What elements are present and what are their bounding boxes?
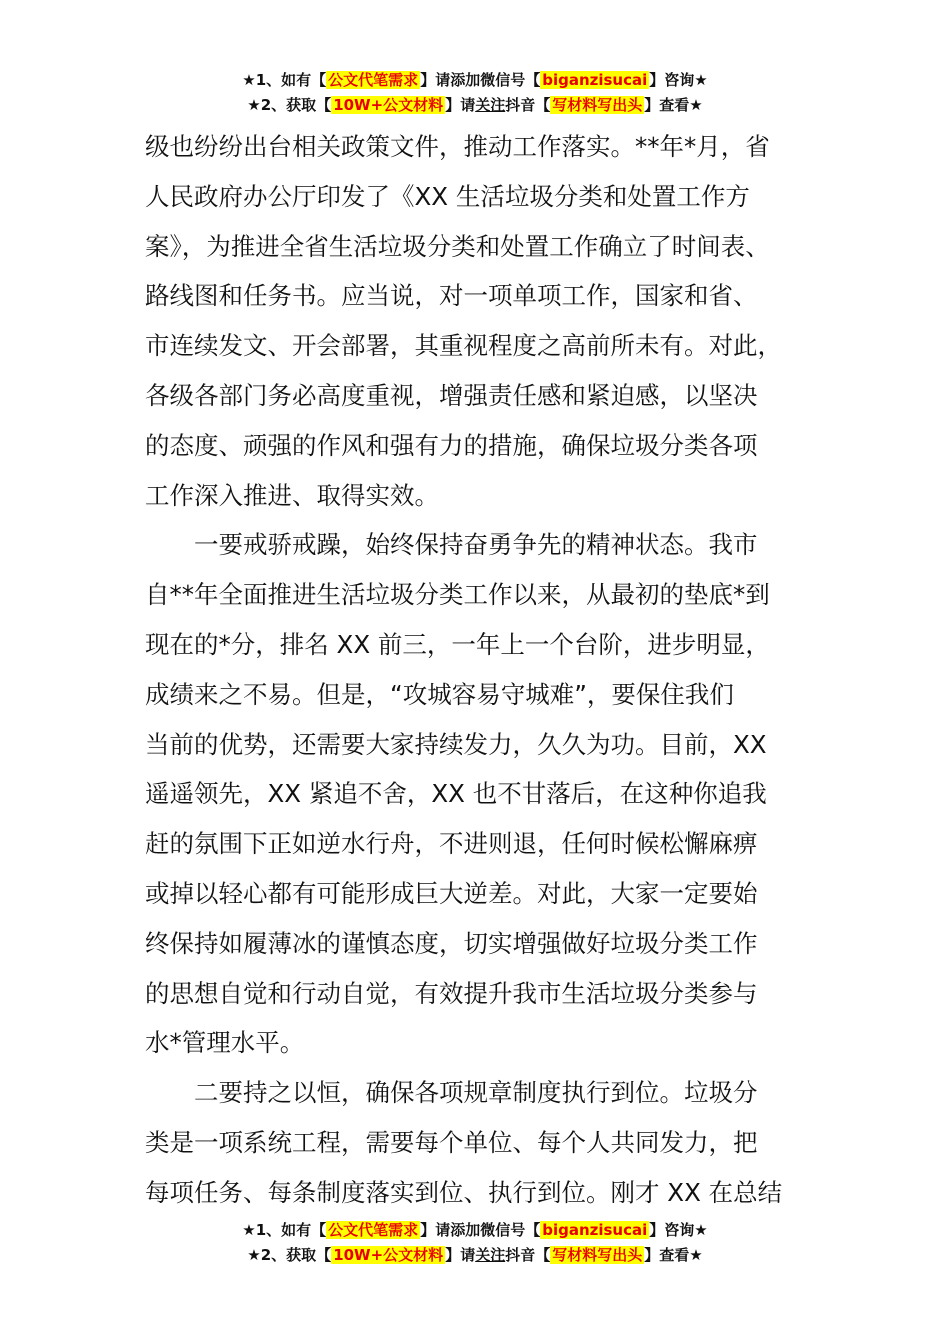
body-line: 路线图和任务书。应当说，对一项单项工作，国家和省、: [145, 281, 758, 311]
banner-underlined-text: 关注: [475, 1246, 506, 1264]
banner-highlight-service: 公文代笔需求: [328, 71, 419, 89]
body-line: 成绩来之不易。但是，“攻城容易守城难”，要保住我们: [145, 679, 734, 709]
body-line: 每项任务、每条制度落实到位、执行到位。刚才 XX 在总结: [145, 1177, 783, 1207]
body-line: 水*管理水平。: [145, 1028, 305, 1058]
body-line: 各级各部门务必高度重视，增强责任感和紧迫感，以坚决: [145, 380, 758, 410]
banner-text: 抖音【: [505, 96, 551, 114]
banner-text: 】咨询★: [649, 71, 708, 89]
banner-text: ★1、如有【: [242, 71, 327, 89]
banner-line-2: [0, 93, 950, 118]
body-line: 的思想自觉和行动自觉，有效提升我市生活垃圾分类参与: [145, 978, 758, 1008]
banner-highlight-materials: 10W+公文材料: [333, 96, 444, 114]
body-line: 案》，为推进全省生活垃圾分类和处置工作确立了时间表、: [145, 231, 770, 261]
banner-highlight-douyin: 写材料写出头: [552, 1246, 643, 1264]
body-line: 级也纷纷出台相关政策文件，推动工作落实。**年*月，省: [145, 132, 770, 161]
body-line: 的态度、顽强的作风和强有力的措施，确保垃圾分类各项: [145, 430, 758, 460]
banner-line-1: [0, 1218, 950, 1243]
banner-text: 】咨询★: [649, 1221, 708, 1239]
body-line: 现在的*分，排名 XX 前三，一年上一个台阶，进步明显，: [145, 629, 770, 659]
body-line: 遥遥领先，XX 紧追不舍，XX 也不甘落后，在这种你追我: [145, 779, 767, 809]
body-line: 工作深入推进、取得实效。: [145, 480, 439, 510]
banner-line-2: [0, 1243, 950, 1268]
banner-text: 】查看★: [644, 1246, 703, 1264]
banner-text: 】请添加微信号【: [420, 71, 541, 89]
banner-underlined-text: 关注: [475, 96, 506, 114]
banner-highlight-materials: 10W+公文材料: [333, 1246, 444, 1264]
banner-text: 】请添加微信号【: [420, 1221, 541, 1239]
header-banner: [0, 68, 950, 118]
body-line: 当前的优势，还需要大家持续发力，久久为功。目前，XX: [145, 729, 767, 759]
body-line: 人民政府办公厅印发了《XX 生活垃圾分类和处置工作方: [145, 181, 750, 211]
banner-text: 抖音【: [505, 1246, 551, 1264]
body-line: 自**年全面推进生活垃圾分类工作以来，从最初的垫底*到: [145, 580, 770, 610]
body-line: 市连续发文、开会部署，其重视程度之高前所未有。对此，: [145, 331, 782, 361]
banner-text: 】请: [445, 96, 476, 114]
banner-highlight-wechat-id: biganzisucai: [542, 71, 648, 89]
banner-text: ★1、如有【: [242, 1221, 327, 1239]
document-body: [145, 122, 805, 1218]
banner-line-1: [0, 68, 950, 93]
banner-text: ★2、获取【: [247, 96, 332, 114]
banner-text: 】请: [445, 1246, 476, 1264]
banner-text: ★2、获取【: [247, 1246, 332, 1264]
paragraph-start-line: 二要持之以恒，确保各项规章制度执行到位。垃圾分: [194, 1078, 758, 1108]
body-line: 类是一项系统工程，需要每个单位、每个人共同发力，把: [145, 1127, 758, 1157]
body-line: 终保持如履薄冰的谨慎态度，切实增强做好垃圾分类工作: [145, 928, 758, 958]
body-line: 赶的氛围下正如逆水行舟，不进则退，任何时候松懈麻痹: [145, 829, 758, 859]
banner-highlight-service: 公文代笔需求: [328, 1221, 419, 1239]
paragraph-start-line: 一要戒骄戒躁，始终保持奋勇争先的精神状态。我市: [194, 530, 758, 560]
banner-text: 】查看★: [644, 96, 703, 114]
banner-highlight-douyin: 写材料写出头: [552, 96, 643, 114]
footer-banner: [0, 1218, 950, 1268]
body-line: 或掉以轻心都有可能形成巨大逆差。对此，大家一定要始: [145, 878, 758, 908]
banner-highlight-wechat-id: biganzisucai: [542, 1221, 648, 1239]
